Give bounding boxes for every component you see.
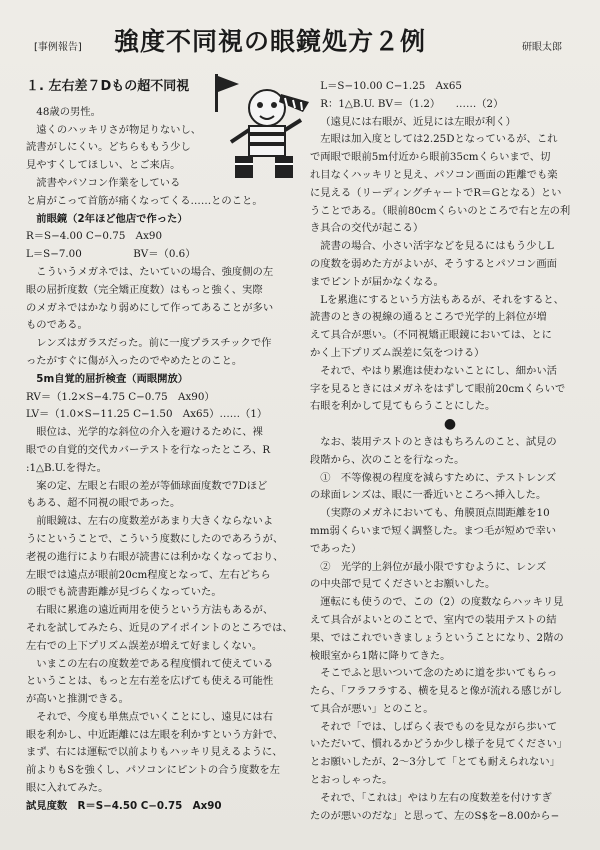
text-line: 読書のときの視線の通るところで光学的上斜位が増 (310, 311, 547, 324)
text-line: 遠くのハッキリさが物足りないし、 (36, 123, 202, 136)
text-line: ① 不等像視の程度を減らすために、テストレンズ (320, 471, 557, 484)
text-line: の球面レンズは、眼に一番近いところへ挿入した。 (310, 489, 547, 502)
text-line: 見やすくしてほしい、とご来店。 (26, 159, 181, 172)
text-line: :1△B.U.を得た。 (26, 461, 107, 474)
text-line: 老視の進行により右眼が読書には利かなくなっており、 (26, 550, 284, 563)
text-line: で両眼で眼前5m付近から眼前35cmくらいまで、切 (310, 151, 551, 164)
text-line: 眼の屈折度数（完全矯正度数）はもっと強く、実際 (26, 283, 263, 296)
left-column (26, 78, 308, 816)
text-line: いただいて、慣れるかどうか少し様子を見てください」 (310, 738, 568, 751)
text-line: までピントが届かなくなる。 (310, 275, 444, 288)
text-line: もある、超不同視の眼であった。 (26, 497, 181, 510)
text-line: 字を見るときにはメガネをはずして眼前20cmくらいで (310, 382, 566, 395)
text-line: 果、ではこれでいきましょうということになり、2階の (310, 631, 564, 644)
author-name: 研眼太郎 (522, 42, 562, 53)
text-line: のメガネではかなり弱めにして作ってあることが多い (26, 301, 274, 314)
right-column (310, 78, 590, 825)
text-line: （実際のメガネにおいても、角膜頂点間距離を10 (320, 507, 550, 520)
text-line: 眼位は、光学的な斜位の介入を避けるために、裸 (36, 426, 263, 439)
text-line: それで、やはり累進は使わないことにし、細かい活 (320, 364, 557, 377)
text-line: それで「では、しばらく表でものを見ながら歩いて (320, 720, 558, 733)
text-line: Lを累進にするという方法もあるが、それをすると、 (320, 293, 564, 306)
text-line: 読書がしにくい。どちらももう少し (26, 141, 191, 154)
text-line: れ目なくハッキリと見え、パソコン画面の距離でも楽 (310, 168, 558, 181)
text-line: L＝S−10.00 C−1.25 Ax65 (320, 80, 462, 92)
text-line: それで、今度も単焦点でいくことにし、遠見には右 (36, 710, 273, 723)
text-line: 読書の場合、小さい活字などを見るにはもう少しL (320, 240, 554, 253)
text-line: とおっしゃった。 (310, 774, 393, 787)
article-title: 強度不同視の眼鏡処方２例 (114, 27, 427, 56)
text-line: 検眼室から1階に降りてきた。 (310, 649, 451, 662)
section-tag: [事例報告] (34, 42, 82, 53)
text-line: て具合が悪い」とのこと。 (310, 702, 434, 715)
text-line: 左右での上下プリズム誤差が増えて好ましくない。 (26, 639, 263, 652)
text-line: なお、装用テストのときはもちろんのこと、試見の (320, 435, 557, 448)
section-heading: １. 左右差７Dもの超不同視 (26, 79, 190, 94)
text-line: 5m自覚的屈折検査（両眼開放） (36, 372, 189, 385)
text-line: 左眼は加入度としては2.25Dとなっているが、これ (320, 133, 558, 146)
text-line: の眼でも読書距離が見づらくなっていた。 (26, 586, 222, 599)
text-line: の中央部で見てくださいとお願いした。 (310, 578, 496, 591)
text-line: 試見度数 R＝S−4.50 C−0.75 Ax90 (26, 799, 222, 812)
text-line: L＝S−7.00 BV＝（0.6） (26, 248, 196, 261)
text-line: たら、「フラフラする、横を見ると像が流れる感じがし (310, 685, 563, 698)
text-line: えて具合がよいとのことで、室内での装用テストの結 (310, 613, 557, 626)
text-line: 眼に入れてみた。 (26, 782, 109, 795)
text-line: が高いと推測できる。 (26, 693, 129, 706)
text-line: こういうメガネでは、たいていの場合、強度側の左 (36, 265, 274, 278)
text-line: 読書やパソコン作業をしている (36, 176, 181, 189)
text-line: そこでふと思いついて念のために道を歩いてもらっ (320, 667, 558, 680)
text-line: 前眼鏡（2年ほど他店で作った） (36, 212, 188, 225)
text-line: 眼での自覚的交代カバーテストを行なったところ、R (26, 443, 271, 456)
section-divider-dot: ● (443, 416, 457, 433)
text-line: うにということで、こういう度数にしたのであろうが、 (26, 532, 284, 545)
text-line: 運転にも使うので、この（2）の度数ならハッキリ見 (320, 596, 564, 609)
text-line: LV＝（1.0×S−11.25 C−1.50 Ax65）……（1） (26, 408, 268, 421)
text-line: レンズはガラスだった。前に一度プラスチックで作 (36, 337, 272, 350)
text-line: 左眼では遠点が眼前20cm程度となって、左右どちら (26, 568, 271, 581)
text-line: 眼を利かし、中近距離には左眼を利かすという方針で、 (26, 728, 284, 741)
text-line: RV＝（1.2×S−4.75 C−0.75 Ax90） (26, 390, 215, 403)
text-line: mm弱くらいまで短く調整した。まつ毛が短めで幸い (310, 524, 557, 537)
text-line: まず、右には運転で以前よりもハッキリ見えるように、 (26, 746, 283, 759)
text-line: それを試してみたら、近見のアイポイントのところでは、 (26, 621, 293, 634)
text-line: 案の定、左眼と右眼の差が等価球面度数で7Dほど (36, 479, 268, 492)
text-line: 右眼を利かして見てもらうことにした。 (310, 400, 496, 413)
text-line: いまこの左右の度数差である程度慣れて使えている (36, 657, 274, 670)
text-line: えて具合が悪い。（不同視矯正眼鏡においては、とに (310, 329, 552, 342)
text-line: と肩がこって首筋が痛くなってくる……とのこと。 (26, 194, 263, 207)
text-line: ② 光学的上斜位が最小限ですむように、レンズ (320, 560, 547, 573)
text-line: （遠見には右眼が、近見には左眼が利く） (320, 115, 516, 128)
text-line: 48歳の男性。 (36, 105, 101, 118)
text-line: ということは、もっと左右差を広げても使える可能性 (26, 675, 274, 688)
text-line: うことである。（眼前80cmくらいのところで右と左の利 (310, 204, 571, 217)
text-line: 前眼鏡は、左右の度数差があまり大きくならないよ (36, 515, 274, 528)
text-line: ったがすぐに傷が入ったのでやめたとのこと。 (26, 354, 243, 367)
text-line: R：1△B.U. BV＝（1.2） ……（2） (320, 97, 504, 110)
text-line: 右眼に累進の遠近両用を使うという方法もあるが、 (36, 604, 274, 617)
text-line: 前よりもSを強くし、パソコンにピントの合う度数を左 (26, 764, 280, 777)
text-line: き具合の交代が起こる） (310, 222, 424, 235)
text-line: それで、「これは」やはり左右の度数差を付けすぎ (320, 791, 552, 804)
text-line: ものである。 (26, 319, 88, 332)
text-line: 段階から、次のことを行なった。 (310, 453, 465, 466)
text-line: であった） (310, 542, 362, 555)
text-line: の度数を弱めた方がよいが、そうするとパソコン画面 (310, 257, 557, 270)
text-line: たのが悪いのだな」と思って、左のS$を−8.00から− (310, 809, 560, 822)
text-line: かく上下プリズム誤差に気をつける） (310, 346, 485, 359)
text-line: に見える（リーディングチャートでR＝Gとなる）とい (310, 186, 562, 199)
text-line: R＝S−4.00 C−0.75 Ax90 (26, 230, 163, 243)
text-line: とお願いしたが、2〜3分して「とても耐えられない」 (310, 756, 560, 769)
